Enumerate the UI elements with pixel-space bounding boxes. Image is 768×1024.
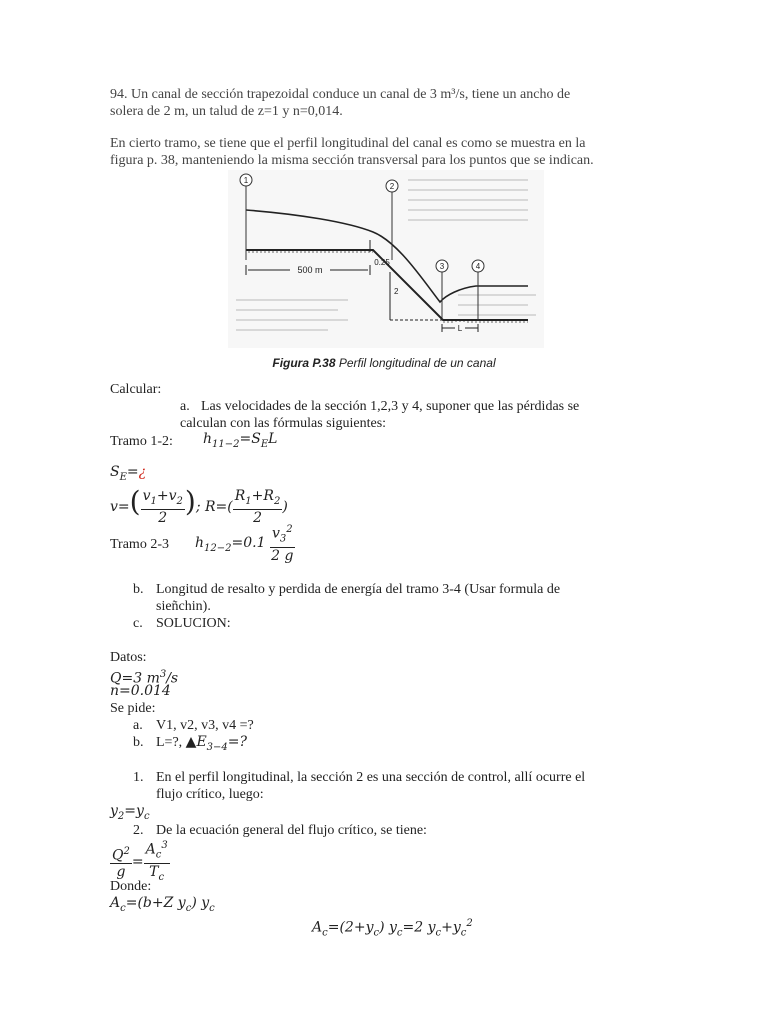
- step-2-text: De la ecuación general del flujo crítico, se tiene:: [156, 823, 427, 838]
- problem-line-1: 94. Un canal de sección trapezoidal conduce un canal de 3 m³/s, tiene un ancho de: [110, 87, 571, 102]
- section-label-3: 3: [439, 262, 445, 271]
- se-pide-b-label: b.: [133, 735, 144, 750]
- channel-profile-figure: [228, 170, 544, 348]
- se-pide-a-label: a.: [133, 718, 143, 733]
- item-a-label: a.: [180, 399, 190, 414]
- datos-q: Q=3 $m^3/s$: [110, 669, 179, 687]
- figure-caption-text: Perfil longitudinal de un canal: [338, 356, 496, 370]
- donde-heading: Donde:: [110, 879, 152, 894]
- dimension-025: 0.25: [374, 258, 390, 267]
- dimension-2: 2: [394, 287, 399, 296]
- item-b-label: b.: [133, 582, 144, 597]
- formula-v-r: v=( $\frac{v_1+v_2}{2}$ ); R=( $\frac{R_1+R_2}{2}$ ): [110, 485, 288, 527]
- dimension-500m: 500 m: [297, 265, 323, 275]
- step-1-number: 1.: [133, 770, 144, 785]
- se-pide-a-text: V1, v2, v3, v4 =?: [156, 718, 254, 733]
- section-label-2: 2: [389, 182, 395, 191]
- tramo-2-3-label: Tramo 2-3: [110, 537, 169, 552]
- formula-se: $S_E=¿$: [110, 464, 147, 483]
- se-pide-b-plain: L=?,: [156, 735, 183, 750]
- item-b-line-1: Longitud de resalto y perdida de energía del tramo 3-4 (Usar formula de: [156, 582, 561, 597]
- section-label-1: 1: [243, 176, 249, 185]
- formula-ac-specific: $A_c=(2+y_c)$ $y_c=2$ $y_c+y_c^2$: [312, 918, 473, 939]
- calcular-heading: Calcular:: [110, 382, 162, 397]
- item-c-label: c.: [133, 616, 143, 631]
- item-b-line-2: sieñchin).: [156, 599, 211, 614]
- section-label-4: 4: [475, 262, 481, 271]
- formula-h-tramo-2-3: $h_{12-2}=0.1$ $\frac{v_3^2}{2 g}$: [195, 524, 294, 565]
- se-pide-heading: Se pide:: [110, 701, 156, 716]
- se-pide-b-text: [156, 734, 247, 756]
- item-a-line-1: Las velocidades de la sección 1,2,3 y 4, suponer que las pérdidas se: [201, 399, 580, 414]
- formula-h-tramo-1-2: $h_{11-2}=S_EL$: [203, 431, 278, 450]
- formula-y2-yc: $y_2=y_c$: [110, 803, 150, 822]
- formula-delta-e: $▲E_{3-4}=$?: [185, 734, 248, 753]
- paragraph-2-line-2: figura p. 38, manteniendo la misma sección transversal para los puntos que se indican.: [110, 153, 594, 168]
- dimension-L: L: [457, 324, 463, 333]
- item-c-text: SOLUCION:: [156, 616, 231, 631]
- datos-heading: Datos:: [110, 650, 147, 665]
- tramo-1-2-label: Tramo 1-2:: [110, 434, 173, 449]
- problem-line-2: solera de 2 m, un talud de z=1 y n=0,014.: [110, 104, 343, 119]
- datos-n: n=0.014: [110, 683, 171, 699]
- step-1-line-2: flujo crítico, luego:: [156, 787, 264, 802]
- formula-critical-flow: $\frac{Q^2}{g}$ = $\frac{A_c^3}{T_c}$: [112, 840, 168, 884]
- formula-ac-general: $A_c=(b+Z$ $y_c$) $y_c$: [110, 895, 215, 914]
- step-2-number: 2.: [133, 823, 144, 838]
- paragraph-2-line-1: En cierto tramo, se tiene que el perfil longitudinal del canal es como se muestra en la: [110, 136, 586, 151]
- item-a-line-2: calculan con las fórmulas siguientes:: [180, 416, 387, 431]
- figure-caption-bold: Figura P.38: [272, 356, 336, 370]
- step-1-line-1: En el perfil longitudinal, la sección 2 es una sección de control, allí ocurre el: [156, 770, 586, 785]
- figure-caption: [0, 355, 768, 372]
